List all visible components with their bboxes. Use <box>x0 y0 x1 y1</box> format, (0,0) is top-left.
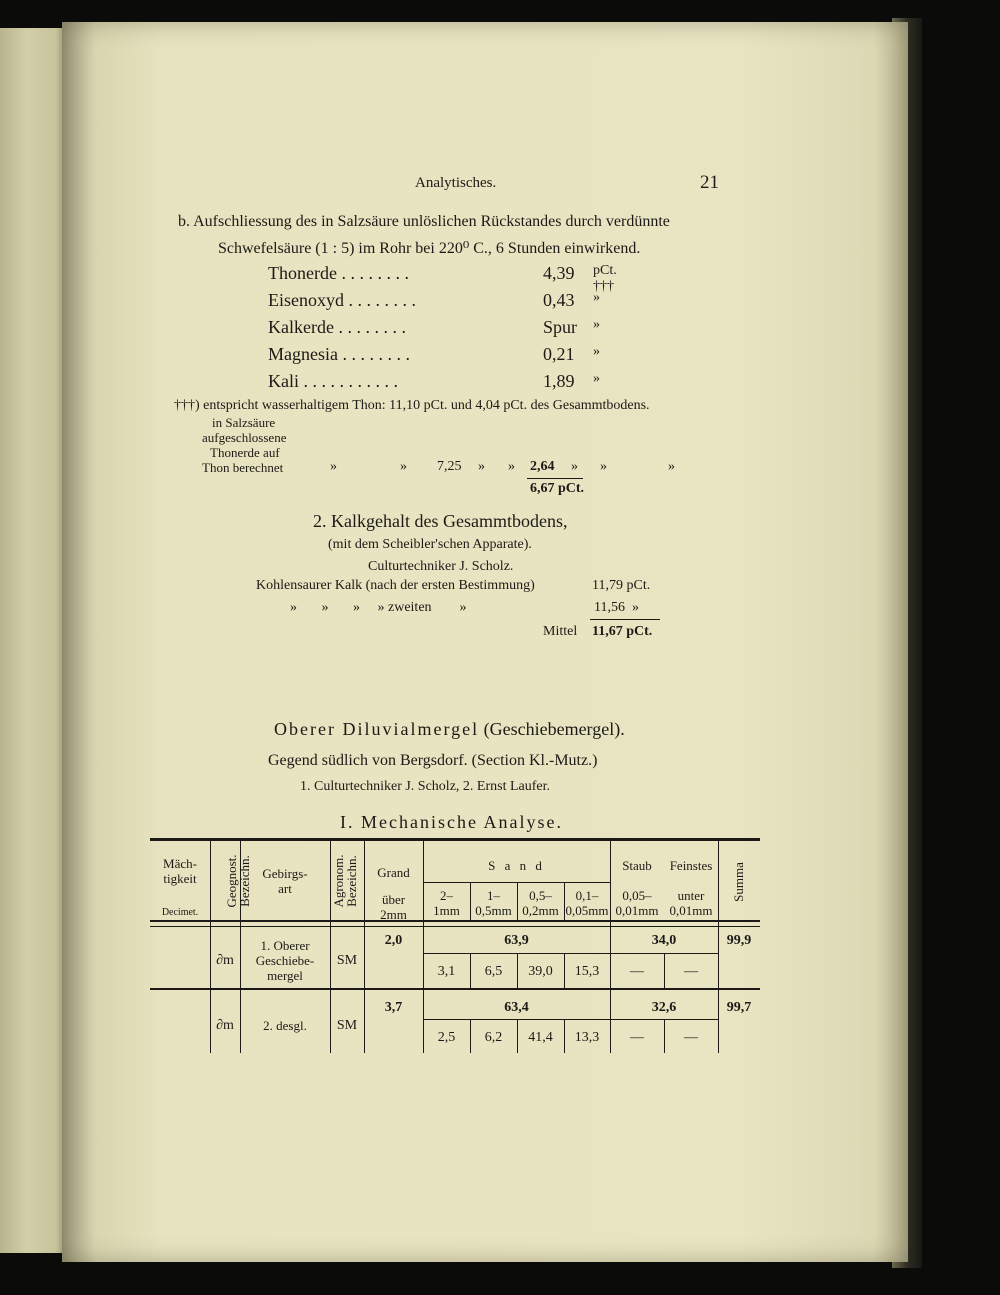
section-2-subtitle: (mit dem Scheibler'schen Apparate). <box>328 537 532 552</box>
component-row <box>268 317 600 338</box>
header-sand-2: 1– 0,5mm <box>475 888 512 918</box>
kalk-row2-label: » » » » zweiten » <box>290 600 467 615</box>
footnote-small-3: Thonerde auf <box>210 445 280 460</box>
header-sand-4: 0,1– 0,05mm <box>565 888 609 918</box>
header-bottom-rule-2 <box>150 926 760 927</box>
header-staub-sub: 0,05– 0,01mm <box>615 888 659 918</box>
footnote-small-4: Thon berechnet <box>202 460 284 475</box>
row2-sand-3: 41,4 <box>528 1030 553 1045</box>
left-page-edge <box>0 28 66 1253</box>
header-sand: S a n d <box>488 858 545 873</box>
header-sand-3: 0,5– 0,2mm <box>522 888 559 918</box>
title-rest: (Geschiebemergel). <box>483 719 625 739</box>
header-feinstes: Feinstes <box>669 858 713 873</box>
component-row <box>268 371 600 392</box>
component-unit: » <box>593 290 600 305</box>
header-feinstes-sub: unter 0,01mm <box>669 888 713 918</box>
mean-rule <box>590 619 660 620</box>
header-grand-sub: über 2mm <box>380 892 407 922</box>
row2-sub-rule <box>423 1019 718 1020</box>
footnote-row-3: 7,25 <box>437 459 462 474</box>
section-3-region: Gegend südlich von Bergsdorf. (Section Kl.-Mutz.) <box>268 752 598 769</box>
row1-agronom: SM <box>336 953 358 968</box>
analysis-title: I. Mechanische Analyse. <box>340 812 563 832</box>
section-3-authors: 1. Culturtechniker J. Scholz, 2. Ernst Laufer. <box>300 779 550 794</box>
header-agronom: Agronom. Bezeichn. <box>331 854 359 908</box>
row2-staub-feinstes-total: 32,6 <box>651 1000 677 1015</box>
footnote-line: †††) entspricht wasserhaltigem Thon: 11,10 pCt. und 4,04 pCt. des Gesammtbodens. <box>174 398 650 413</box>
row2-grand: 3,7 <box>384 1000 403 1015</box>
header-grand: Grand <box>377 865 410 880</box>
footnote-row-6: 2,64 <box>530 459 555 474</box>
component-unit: pCt. ††† <box>593 263 617 294</box>
header-staub: Staub <box>622 858 652 873</box>
footnote-row-2: » <box>400 459 407 474</box>
row2-sand-4: 13,3 <box>574 1030 600 1045</box>
row2-agronom: SM <box>336 1018 358 1033</box>
title-spaced: Oberer Diluvialmergel <box>274 719 480 739</box>
kalk-row1-label: Kohlensaurer Kalk (nach der ersten Bestimmung) <box>256 578 535 593</box>
row1-staub: — <box>630 964 644 979</box>
component-value: 0,43 <box>543 290 575 310</box>
header-maechtigkeit: Mäch- tigkeit <box>163 856 197 886</box>
row1-sand-2: 6,5 <box>484 964 503 979</box>
component-unit: » <box>593 371 600 386</box>
section-b-line2: Schwefelsäure (1 : 5) im Rohr bei 220⁰ C., 6 Stunden einwirkend. <box>218 240 641 257</box>
header-summa: Summa <box>731 862 746 902</box>
row2-summa: 99,7 <box>726 1000 752 1015</box>
kalk-mean-label: Mittel <box>543 624 578 639</box>
row1-sand-total: 63,9 <box>504 933 529 948</box>
footnote-row-4: » <box>478 459 485 474</box>
footnote-row-1: » <box>330 459 337 474</box>
header-geognost: Geognost. Bezeichn. <box>224 854 252 908</box>
component-value: 0,21 <box>543 344 575 364</box>
row2-sand-2: 6,2 <box>484 1030 503 1045</box>
kalk-row2-value: 11,56 » <box>594 600 639 615</box>
row-separator <box>150 988 760 990</box>
component-name: Kali . . . . . . . . . . . <box>268 371 398 391</box>
row2-sand-1: 2,5 <box>437 1030 456 1045</box>
row1-summa: 99,9 <box>726 933 752 948</box>
component-row <box>268 263 617 294</box>
component-unit: » <box>593 317 600 332</box>
row1-grand: 2,0 <box>384 933 403 948</box>
header-sand-1: 2– 1mm <box>433 888 460 918</box>
component-value: 1,89 <box>543 371 575 391</box>
row2-sand-total: 63,4 <box>504 1000 529 1015</box>
row2-feinstes: — <box>684 1030 698 1045</box>
component-value: Spur <box>543 317 578 337</box>
footnote-row-7: » <box>571 459 578 474</box>
component-name: Thonerde . . . . . . . . <box>268 263 409 283</box>
row1-gebirgsart: 1. Oberer Geschiebe- mergel <box>255 938 315 983</box>
footnote-sum: 6,67 pCt. <box>530 481 585 496</box>
section-2-author: Culturtechniker J. Scholz. <box>368 559 514 574</box>
header-gebirgsart: Gebirgs- art <box>262 866 308 896</box>
row2-geognost: ∂m <box>216 1018 234 1033</box>
footnote-row-5: » <box>508 459 515 474</box>
kalk-mean-value: 11,67 pCt. <box>592 624 653 639</box>
row1-sub-rule <box>423 953 718 954</box>
component-name: Magnesia . . . . . . . . <box>268 344 410 364</box>
row1-sand-3: 39,0 <box>528 964 553 979</box>
component-value: 4,39 <box>543 263 575 283</box>
row1-sand-4: 15,3 <box>574 964 600 979</box>
row1-sand-1: 3,1 <box>437 964 456 979</box>
mechanical-analysis-table <box>150 838 760 1053</box>
section-2-title: 2. Kalkgehalt des Gesammtbodens, <box>313 511 568 531</box>
component-name: Eisenoxyd . . . . . . . . <box>268 290 416 310</box>
footnote-small-1: in Salzsäure <box>212 415 276 430</box>
page-number: 21 <box>700 172 719 193</box>
row2-staub: — <box>630 1030 644 1045</box>
component-name: Kalkerde . . . . . . . . <box>268 317 406 337</box>
row2-gebirgsart: 2. desgl. <box>263 1018 307 1033</box>
book-page <box>62 22 908 1262</box>
running-header: Analytisches. <box>415 175 497 191</box>
component-row <box>268 344 600 365</box>
row1-geognost: ∂m <box>216 953 234 968</box>
footnote-row-9: » <box>668 459 675 474</box>
footnote-small-2: aufgeschlossene <box>202 430 287 445</box>
component-row <box>268 290 600 311</box>
header-decimet: Decimet. <box>161 907 199 918</box>
section-3-title <box>274 719 625 740</box>
row1-feinstes: — <box>684 964 698 979</box>
section-b-line1: b. Aufschliessung des in Salzsäure unlöslichen Rückstandes durch verdünnte <box>178 213 670 230</box>
kalk-row1-value: 11,79 pCt. <box>592 578 651 593</box>
sum-rule <box>527 478 583 479</box>
component-unit: » <box>593 344 600 359</box>
row1-staub-feinstes-total: 34,0 <box>651 933 677 948</box>
footnote-row-8: » <box>600 459 607 474</box>
